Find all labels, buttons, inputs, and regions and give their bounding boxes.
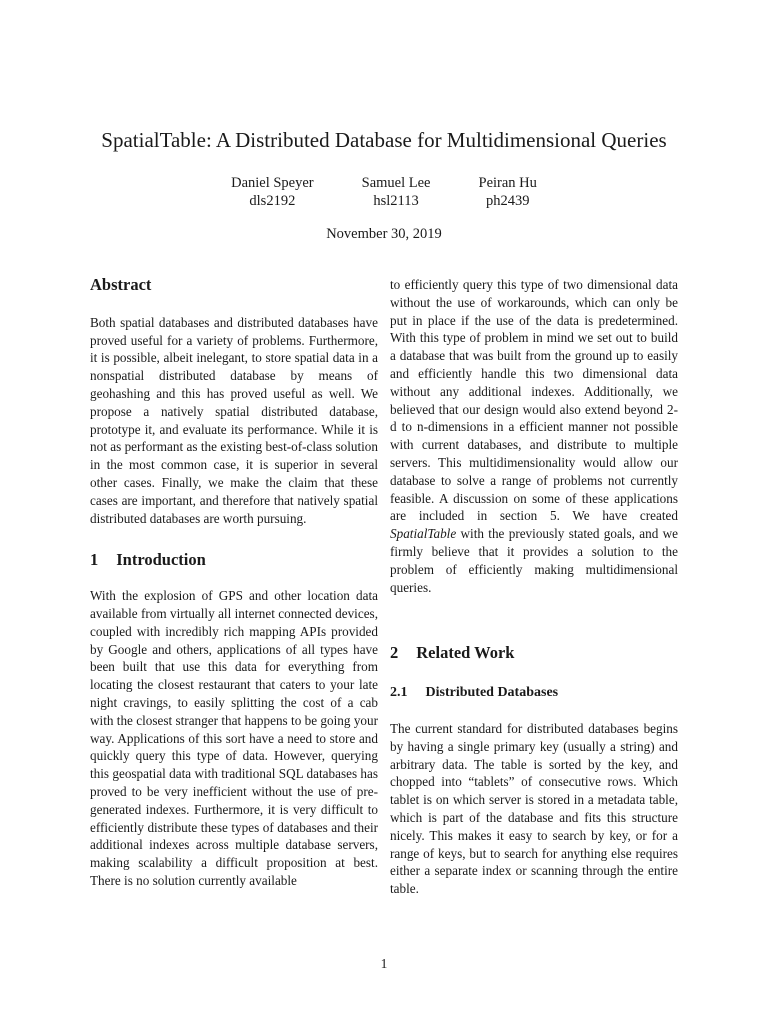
author-name: Daniel Speyer <box>231 175 314 191</box>
author-list <box>0 174 768 210</box>
author-uni: hsl2113 <box>373 193 419 209</box>
section-title: Introduction <box>116 550 206 570</box>
author-block <box>479 174 537 210</box>
introduction-text-left: With the explosion of GPS and other location data available from virtually all internet connected devices, coupled with incredibly rich mapping APIs provided by Google and others, applications of all types have been built that use this data for everything from locating the closest restaurant that caters to your late night cravings, to easily splitting the cost of a cab with the closest stranger that happens to be going your way. Applications of this sort have a need to store and quickly query this type of data. However, querying this geospatial data with traditional SQL databases has proved to be very inefficient without the use of pre-generated indexes. Furthermore, it is very difficult to efficiently distribute these types of databases and their additional indexes across multiple database servers, making scalability a difficult proposition at best. There is no solution currently available <box>90 588 378 888</box>
subsection-title: Distributed Databases <box>425 685 559 701</box>
author-uni: dls2192 <box>249 193 296 209</box>
author-name: Peiran Hu <box>478 175 537 191</box>
author-uni: ph2439 <box>485 193 530 209</box>
system-name: SpatialTable <box>390 526 457 542</box>
author-block <box>231 174 314 210</box>
abstract-text: Both spatial databases and distributed databases have proved useful for a variety of problems. Furthermore, it is possible, albeit inelegant, to store spatial data in a nonspatial distributed database by means of geohashing and this has proved useful as well. We propose a natively spatial distributed database, prototype it, and evaluate its performance. While it is not as performant as the existing best-of-class solution in the most common case, it is superior in several other cases. Finally, we make the claim that these cases are important, and therefore that natively spatial distributed databases are worth pursuing. <box>90 314 378 526</box>
paper-title: SpatialTable: A Distributed Database for Multidimensional Queries <box>101 128 667 152</box>
distributed-databases-text: The current standard for distributed databases begins by having a single primary key (usually a string) and arbitrary data. The table is sorted by the key, and chopped into “tablets” of consecutive rows. Which tablet is on which server is stored in a metadata table, which is part of the database and fits this structure nicely. This makes it easy to search by key, or for a range of keys, but to search for anything else requires either a separate index or scanning through the entire table. <box>390 720 678 897</box>
section-heading-introduction <box>90 551 378 569</box>
page-number: 1 <box>380 956 388 971</box>
author-block <box>362 174 431 210</box>
section-number: 2 <box>390 643 399 663</box>
subsection-heading-distributed-databases <box>390 684 678 702</box>
right-column <box>390 276 678 898</box>
paper-date: November 30, 2019 <box>326 226 442 242</box>
section-number: 1 <box>90 550 99 570</box>
section-heading-related-work <box>390 644 678 662</box>
subsection-number: 2.1 <box>390 685 408 701</box>
abstract-heading: Abstract <box>90 275 152 294</box>
section-title: Related Work <box>416 643 515 663</box>
author-name: Samuel Lee <box>361 175 431 191</box>
introduction-text-right: to efficiently query this type of two dimensional data without the use of workarounds, which can only be put in place if the use of the data is predetermined. With this type of problem in mind we set out to build a database that was built from the ground up to easily and efficiently handle this two dimensional data without any additional indexes. Additionally, we believed that our design would also extend beyond 2-d to n-dimensions in a efficient manner not possible with current databases, and distribute to multiple servers. This multidimensionality would allow our database to solve a range of problems not currently feasible. A discussion on some of these applications are included in section 5. We have created SpatialTable with the previously stated goals, and we firmly believe that it provides a solution to the problem of efficiently making multidimensional queries. <box>390 277 678 595</box>
left-column <box>90 276 378 890</box>
